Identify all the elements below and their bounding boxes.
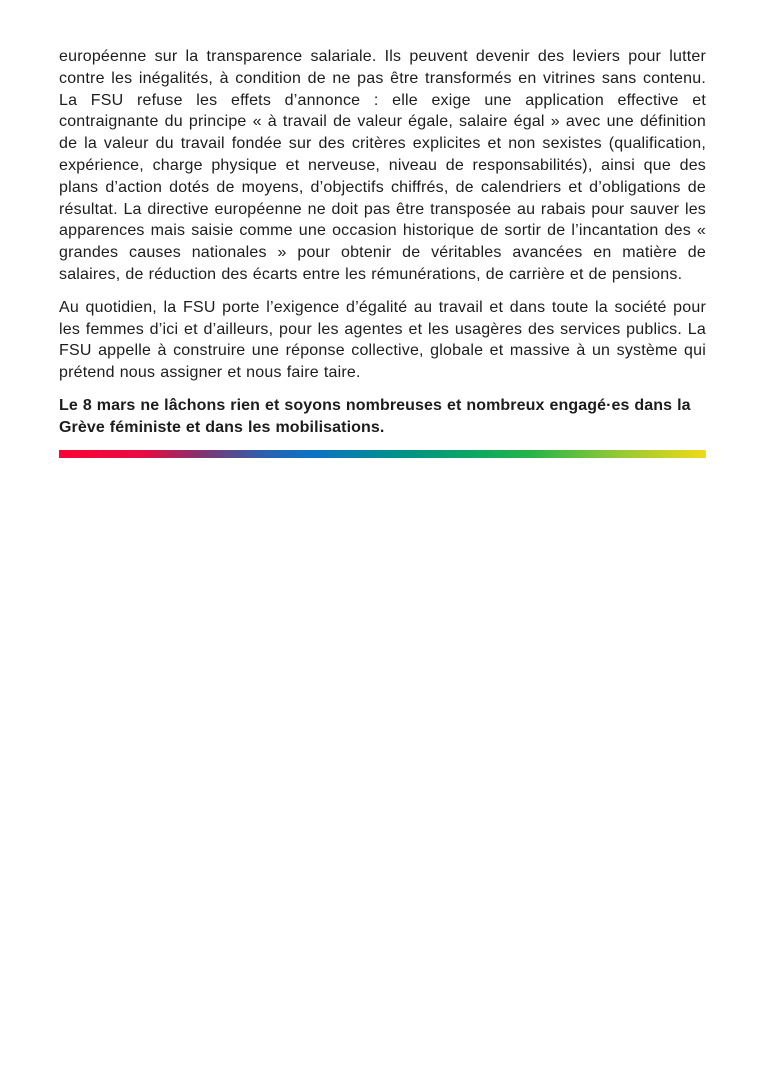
paragraph-egalite-au-travail: Au quotidien, la FSU porte l’exigence d’égalité au travail et dans toute la société pour les femmes d’ici et d’ailleurs, pour les agentes et les usagères des services publics. La FSU appelle à construire une réponse collective, globale et massive à un système qui prétend nous assigner et nous faire taire. [59, 298, 706, 382]
paragraph-appel-8-mars: Le 8 mars ne lâchons rien et soyons nombreuses et nombreux engagé·es dans la Grève féministe et dans les mobilisations. [59, 396, 691, 436]
rainbow-divider-bar [59, 450, 706, 458]
paragraph-transparence-salariale: européenne sur la transparence salariale. Ils peuvent devenir des leviers pour lutter contre les inégalités, à condition de ne pas être transformés en vitrines sans contenu. La FSU refuse les effets d’annonce : elle exige une application effective et contraignante du principe « à travail de valeur égale, salaire égal » avec une définition de la valeur du travail fondée sur des critères explicites et non sexistes (qualification, expérience, charge physique et nerveuse, niveau de responsabilités), ainsi que des plans d’action dotés de moyens, d’objectifs chiffrés, de calendriers et d’obligations de résultat. La directive européenne ne doit pas être transposée au rabais pour sauver les apparences mais saisie comme une occasion historique de sortir de l’incantation des « grandes causes nationales » pour obtenir de véritables avancées en matière de salaires, de réduction des écarts entre les rémunérations, de carrière et de pensions. [59, 48, 706, 283]
